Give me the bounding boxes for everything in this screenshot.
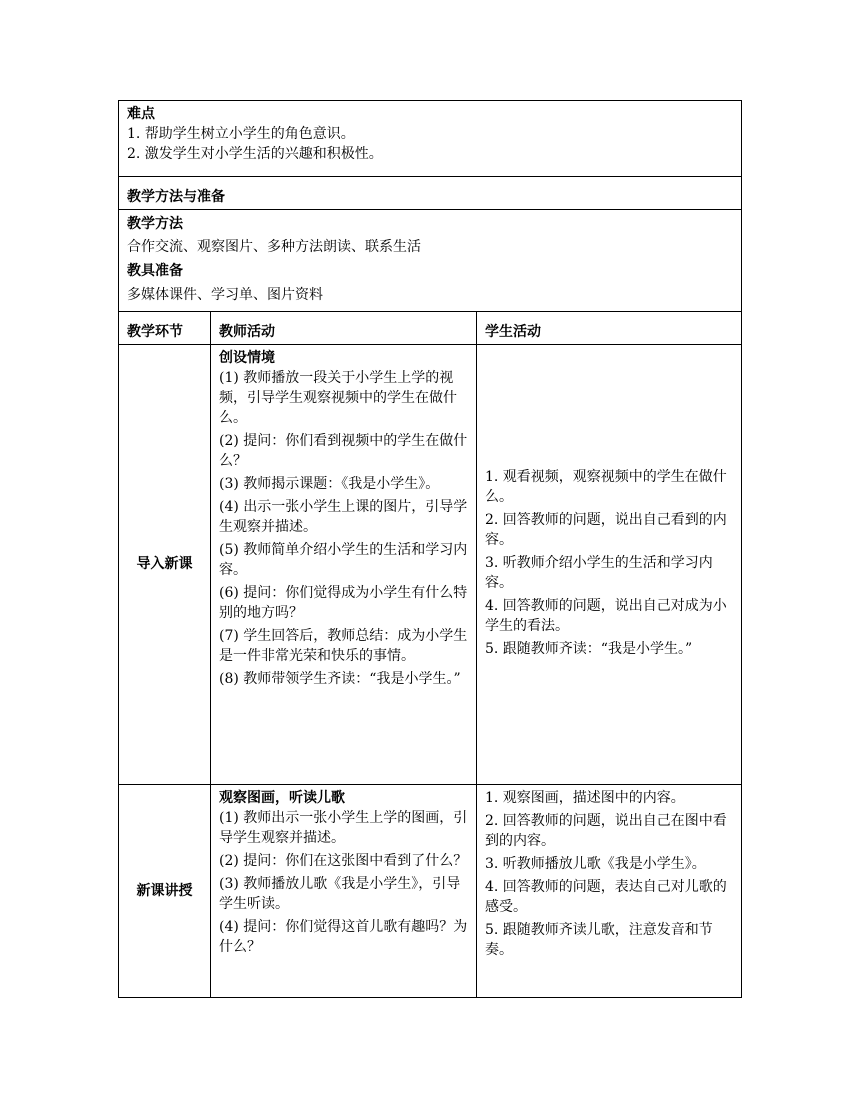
intro-row <box>119 345 742 785</box>
teacher-step: (2) 提问：你们在这张图中看到了什么？ <box>219 853 468 869</box>
header-stage: 教学环节 <box>119 312 211 345</box>
teacher-step: (2) 提问：你们看到视频中的学生在做什么？ <box>219 433 468 469</box>
difficulty-cell <box>119 101 742 177</box>
methods-heading-row <box>119 177 742 210</box>
student-step: 5. 跟随教师齐读儿歌，注意发音和节奏。 <box>485 922 713 958</box>
teacher-step: (4) 出示一张小学生上课的图片，引导学生观察并描述。 <box>219 499 468 535</box>
intro-stage: 导入新课 <box>119 345 211 785</box>
methods-section-heading: 教学方法与准备 <box>127 189 225 205</box>
methods-row <box>119 210 742 312</box>
student-step: 1. 观看视频，观察视频中的学生在做什么。 <box>485 468 727 505</box>
student-step: 3. 听教师介绍小学生的生活和学习内容。 <box>485 554 713 591</box>
student-step: 1. 观察图画，描述图中的内容。 <box>485 790 685 806</box>
teacher-step: (7) 学生回答后，教师总结：成为小学生是一件非常光荣和快乐的事情。 <box>219 628 468 664</box>
header-teacher: 教师活动 <box>211 312 477 345</box>
teacher-step: (6) 提问：你们觉得成为小学生有什么特别的地方吗？ <box>219 585 468 621</box>
new-lesson-row <box>119 785 742 998</box>
new-lesson-teacher-title: 观察图画，听读儿歌 <box>219 790 345 806</box>
difficulty-item: 1. 帮助学生树立小学生的角色意识。 <box>127 126 355 142</box>
difficulty-row <box>119 101 742 177</box>
new-lesson-student-cell <box>477 785 742 998</box>
table-header-row <box>119 312 742 345</box>
teacher-step: (3) 教师揭示课题：《我是小学生》。 <box>219 476 440 492</box>
intro-teacher-title: 创设情境 <box>219 350 275 366</box>
student-step: 4. 回答教师的问题，说出自己对成为小学生的看法。 <box>485 597 727 634</box>
teacher-step: (1) 教师出示一张小学生上学的图画，引导学生观察并描述。 <box>219 810 468 846</box>
student-step: 3. 听教师播放儿歌《我是小学生》。 <box>485 856 706 872</box>
method-text: 合作交流、观察图片、多种方法朗读、联系生活 <box>127 239 421 255</box>
teacher-step: (4) 提问：你们觉得这首儿歌有趣吗？为什么？ <box>219 919 468 955</box>
methods-heading-cell <box>119 177 742 210</box>
new-lesson-teacher-cell <box>211 785 477 998</box>
student-step: 2. 回答教师的问题，说出自己看到的内容。 <box>485 511 727 548</box>
lesson-plan-table <box>118 100 742 998</box>
intro-student-cell <box>477 345 742 785</box>
teacher-step: (5) 教师简单介绍小学生的生活和学习内容。 <box>219 542 468 578</box>
teacher-step: (3) 教师播放儿歌《我是小学生》，引导学生听读。 <box>219 876 461 912</box>
intro-teacher-cell <box>211 345 477 785</box>
teacher-step: (1) 教师播放一段关于小学生上学的视频，引导学生观察视频中的学生在做什么。 <box>219 370 457 426</box>
tools-heading: 教具准备 <box>127 263 183 279</box>
difficulty-item: 2. 激发学生对小学生活的兴趣和积极性。 <box>127 146 383 162</box>
methods-cell <box>119 210 742 312</box>
teacher-step: (8) 教师带领学生齐读：“我是小学生。” <box>219 671 461 687</box>
student-step: 4. 回答教师的问题，表达自己对儿歌的感受。 <box>485 879 727 915</box>
student-step: 5. 跟随教师齐读：“我是小学生。” <box>485 640 693 657</box>
new-lesson-stage: 新课讲授 <box>119 785 211 998</box>
difficulty-heading: 难点 <box>127 106 155 122</box>
student-step: 2. 回答教师的问题，说出自己在图中看到的内容。 <box>485 813 727 849</box>
method-heading: 教学方法 <box>127 216 183 232</box>
tools-text: 多媒体课件、学习单、图片资料 <box>127 287 323 303</box>
header-student: 学生活动 <box>477 312 742 345</box>
